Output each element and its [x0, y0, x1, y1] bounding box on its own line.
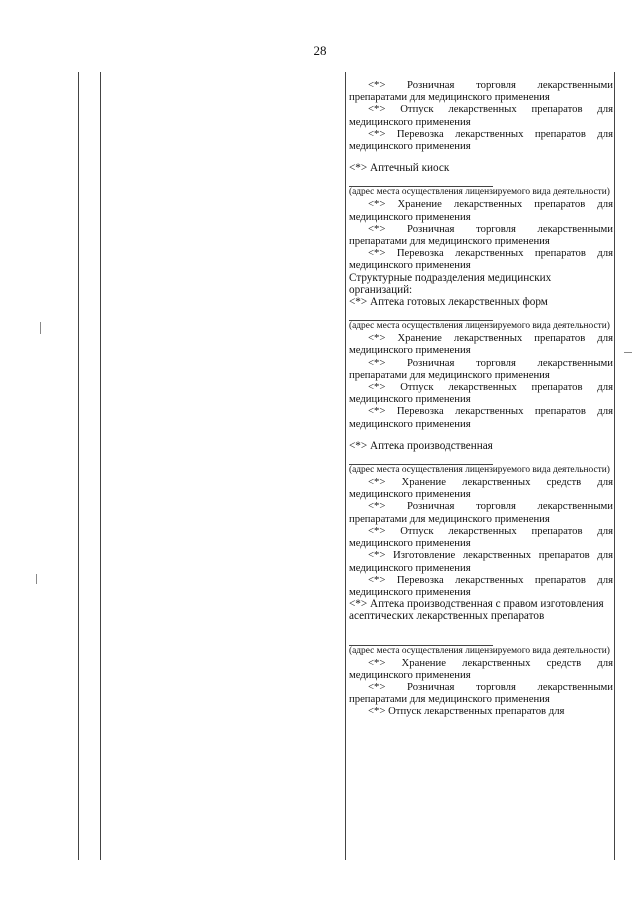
activity-item: <*> Отпуск лекарственных препаратов для медицинского применения: [349, 103, 613, 128]
section-heading: <*> Аптека готовых лекарственных форм: [349, 296, 548, 309]
activity-item: <*> Розничная торговля лекарственными препаратами для медицинского применения: [349, 79, 613, 104]
address-caption: (адрес места осуществления лицензируемого вида деятельности): [349, 465, 610, 476]
activity-item: <*> Отпуск лекарственных препаратов для медицинского применения: [349, 524, 613, 550]
activity-item: <*> Розничная торговля лекарственными препаратами для медицинского применения: [349, 222, 613, 248]
table-border-middle: [345, 72, 346, 860]
section-heading: <*> Аптечный киоск: [349, 162, 450, 175]
activity-item: <*> Отпуск лекарственных препаратов для: [368, 705, 565, 718]
activity-item: <*> Перевозка лекарственных препаратов для медицинского применения: [349, 573, 613, 598]
address-blank-line: [349, 310, 493, 321]
section-heading: <*> Аптека производственная с правом изготовления асептических лекарственных препаратов: [349, 598, 604, 623]
activity-item: <*> Перевозка лекарственных препаратов для медицинского применения: [349, 405, 613, 430]
address-caption: (адрес места осуществления лицензируемого вида деятельности): [349, 645, 610, 656]
spacer: [349, 623, 613, 633]
activity-item: <*> Хранение лекарственных препаратов для медицинского применения: [349, 332, 613, 357]
address-caption: (адрес места осуществления лицензируемого вида деятельности): [349, 187, 610, 198]
address-blank-line: [349, 454, 493, 465]
scan-mark: [40, 322, 41, 334]
section-heading: <*> Аптека производственная: [349, 439, 493, 452]
spacer: [349, 152, 613, 162]
scan-mark: [624, 352, 632, 353]
address-blank-line: [349, 635, 493, 646]
activity-item: <*> Перевозка лекарственных препаратов для медицинского применения: [349, 127, 613, 153]
activity-item: <*> Розничная торговля лекарственными препаратами для медицинского применения: [349, 356, 613, 381]
spacer: [349, 430, 613, 440]
activity-item: <*> Розничная торговля лекарственными препаратами для медицинского применения: [349, 500, 613, 525]
activity-item: <*> Розничная торговля лекарственными препаратами для медицинского применения: [349, 680, 613, 706]
table-border-left: [78, 72, 79, 860]
scan-mark: [36, 574, 37, 584]
activity-item: <*> Хранение лекарственных средств для медицинского применения: [349, 656, 613, 681]
activity-item: <*> Хранение лекарственных препаратов для медицинского применения: [349, 198, 613, 223]
right-column-content: [349, 79, 613, 718]
table-border-right: [614, 72, 615, 860]
activity-item: <*> Отпуск лекарственных препаратов для медицинского применения: [349, 381, 613, 406]
page-number: 28: [313, 43, 327, 58]
activity-item: <*> Хранение лекарственных средств для медицинского применения: [349, 476, 613, 501]
section-heading: Структурные подразделения медицинских организаций:: [349, 271, 552, 296]
activity-item: <*> Перевозка лекарственных препаратов для медицинского применения: [349, 247, 613, 272]
address-caption: (адрес места осуществления лицензируемого вида деятельности): [349, 321, 610, 332]
activity-item: <*> Изготовление лекарственных препаратов для медицинского применения: [349, 549, 613, 574]
table-border-inner: [100, 72, 101, 860]
address-blank-line: [349, 176, 493, 187]
